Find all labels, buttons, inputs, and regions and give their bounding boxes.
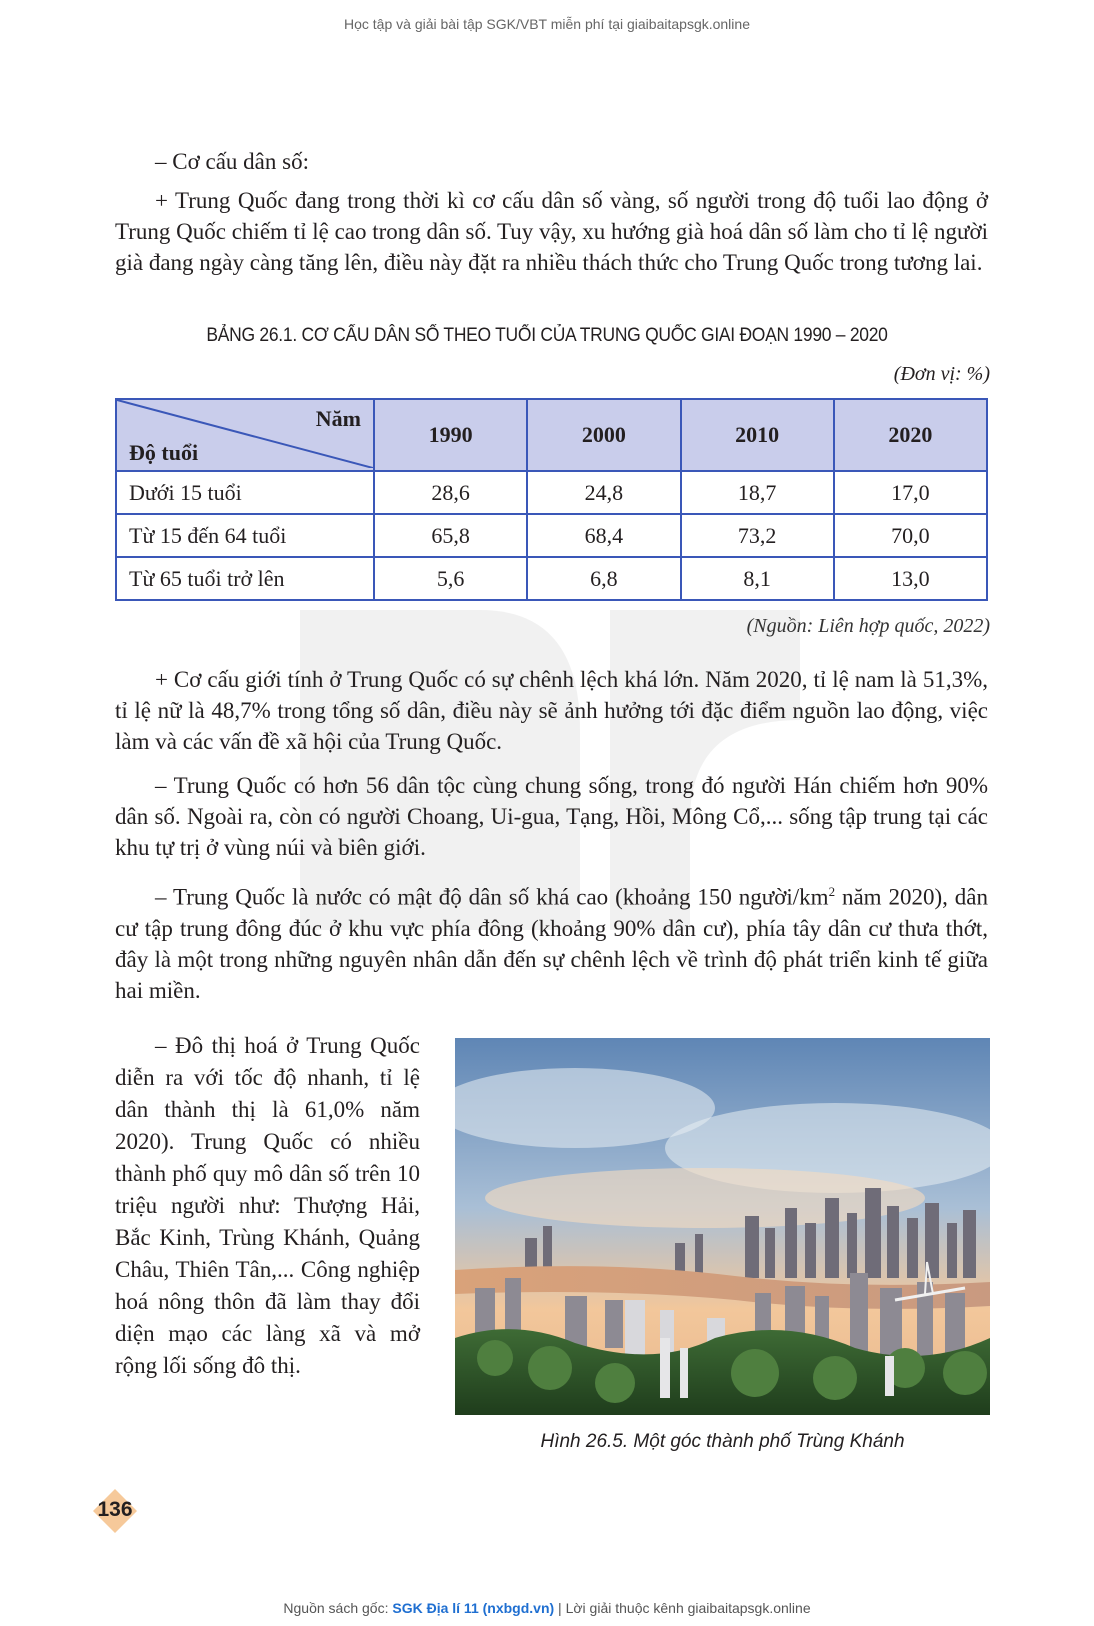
figure-caption: Hình 26.5. Một góc thành phố Trùng Khánh	[540, 1431, 905, 1452]
table-cell: 18,7	[681, 471, 834, 514]
paragraph-urbanization: – Đô thị hoá ở Trung Quốc diễn ra với tốc độ nhanh, tỉ lệ dân thành thị là 61,0% năm 2020). Trung Quốc có nhiều thành phố quy mô dân số trên 10 triệu người như: Thượng Hải, Bắc Kinh, Trùng Khánh, Quảng Châu, Thiên Tân,... Công nghiệp hoá nông thôn đã làm thay đổi diện mạo các làng xã và mở rộng lối sống đô thị.	[115, 1033, 420, 1378]
table-cell: 65,8	[374, 514, 527, 557]
density-text-after: năm 2020), dân cư tập trung đông đúc ở khu vực phía đông (khoảng 90% dân cư), phía tây dân cư thưa thớt, đây là một trong những nguyên nhân dẫn đến sự chênh lệch về trình độ phát triển kinh tế giữa hai miền.	[115, 884, 988, 1003]
table-cell: 24,8	[527, 471, 680, 514]
table-cell: 73,2	[681, 514, 834, 557]
table-cell: 6,8	[527, 557, 680, 600]
page-number: 136	[97, 1498, 133, 1521]
top-watermark: Học tập và giải bài tập SGK/VBT miễn phí tại giaibaitapsgk.online	[344, 16, 750, 32]
table-row	[116, 471, 987, 514]
corner-year-label: Năm	[315, 406, 361, 431]
row-label: Từ 65 tuổi trở lên	[116, 557, 374, 600]
paragraph-gender-structure: + Cơ cấu giới tính ở Trung Quốc có sự chênh lệch khá lớn. Năm 2020, tỉ lệ nam là 51,3%, tỉ lệ nữ là 48,7% trong tổng số dân, điều này sẽ ảnh hưởng tới đặc điểm nguồn lao động, việc làm và các vấn đề xã hội của Trung Quốc.	[115, 667, 988, 754]
footer	[0, 1600, 1094, 1616]
table-cell: 70,0	[834, 514, 987, 557]
table-header-row	[116, 399, 987, 471]
footer-prefix: Nguồn sách gốc:	[283, 1600, 393, 1616]
row-label: Từ 15 đến 64 tuổi	[116, 514, 374, 557]
table-cell: 5,6	[374, 557, 527, 600]
row-label: Dưới 15 tuổi	[116, 471, 374, 514]
density-text-before: – Trung Quốc là nước có mật độ dân số khá cao (khoảng 150 người/km	[155, 884, 829, 910]
table-row	[116, 557, 987, 600]
table-cell: 17,0	[834, 471, 987, 514]
table-cell: 28,6	[374, 471, 527, 514]
chongqing-city-photo	[455, 1038, 990, 1415]
paragraph-population-density	[115, 876, 988, 1006]
paragraph-ethnic-groups: – Trung Quốc có hơn 56 dân tộc cùng chung sống, trong đó người Hán chiếm hơn 90% dân số. Ngoài ra, còn có người Choang, Ui-gua, Tạng, Hồi, Mông Cổ,... sống tập trung tại các khu tự trị ở vùng núi và biên giới.	[115, 773, 988, 860]
table-corner-cell	[116, 399, 374, 471]
footer-suffix: | Lời giải thuộc kênh giaibaitapsgk.online	[554, 1600, 811, 1616]
corner-age-label: Độ tuổi	[129, 440, 199, 465]
table-cell: 13,0	[834, 557, 987, 600]
table-cell: 68,4	[527, 514, 680, 557]
population-table	[115, 398, 988, 601]
year-header: 1990	[374, 399, 527, 471]
footer-book-link[interactable]: SGK Địa lí 11 (nxbgd.vn)	[392, 1600, 555, 1616]
city-photo-illustration	[455, 1038, 990, 1415]
year-header: 2020	[834, 399, 987, 471]
table-title: BẢNG 26.1. CƠ CẤU DÂN SỐ THEO TUỔI CỦA TRUNG QUỐC GIAI ĐOẠN 1990 – 2020	[206, 325, 888, 346]
paragraph-population-structure: – Cơ cấu dân số:	[155, 149, 309, 174]
table-unit: (Đơn vị: %)	[893, 363, 990, 385]
table-source: (Nguồn: Liên hợp quốc, 2022)	[746, 615, 990, 637]
density-superscript: 2	[828, 884, 836, 899]
paragraph-golden-population: + Trung Quốc đang trong thời kì cơ cấu dân số vàng, số người trong độ tuổi lao động ở Trung Quốc chiếm tỉ lệ cao trong dân số. Tuy vậy, xu hướng già hoá dân số làm cho tỉ lệ người già đang ngày càng tăng lên, điều này đặt ra nhiều thách thức cho Trung Quốc trong tương lai.	[115, 188, 988, 275]
table-row	[116, 514, 987, 557]
year-header: 2000	[527, 399, 680, 471]
year-header: 2010	[681, 399, 834, 471]
table-cell: 8,1	[681, 557, 834, 600]
page-number-badge	[92, 1488, 138, 1534]
